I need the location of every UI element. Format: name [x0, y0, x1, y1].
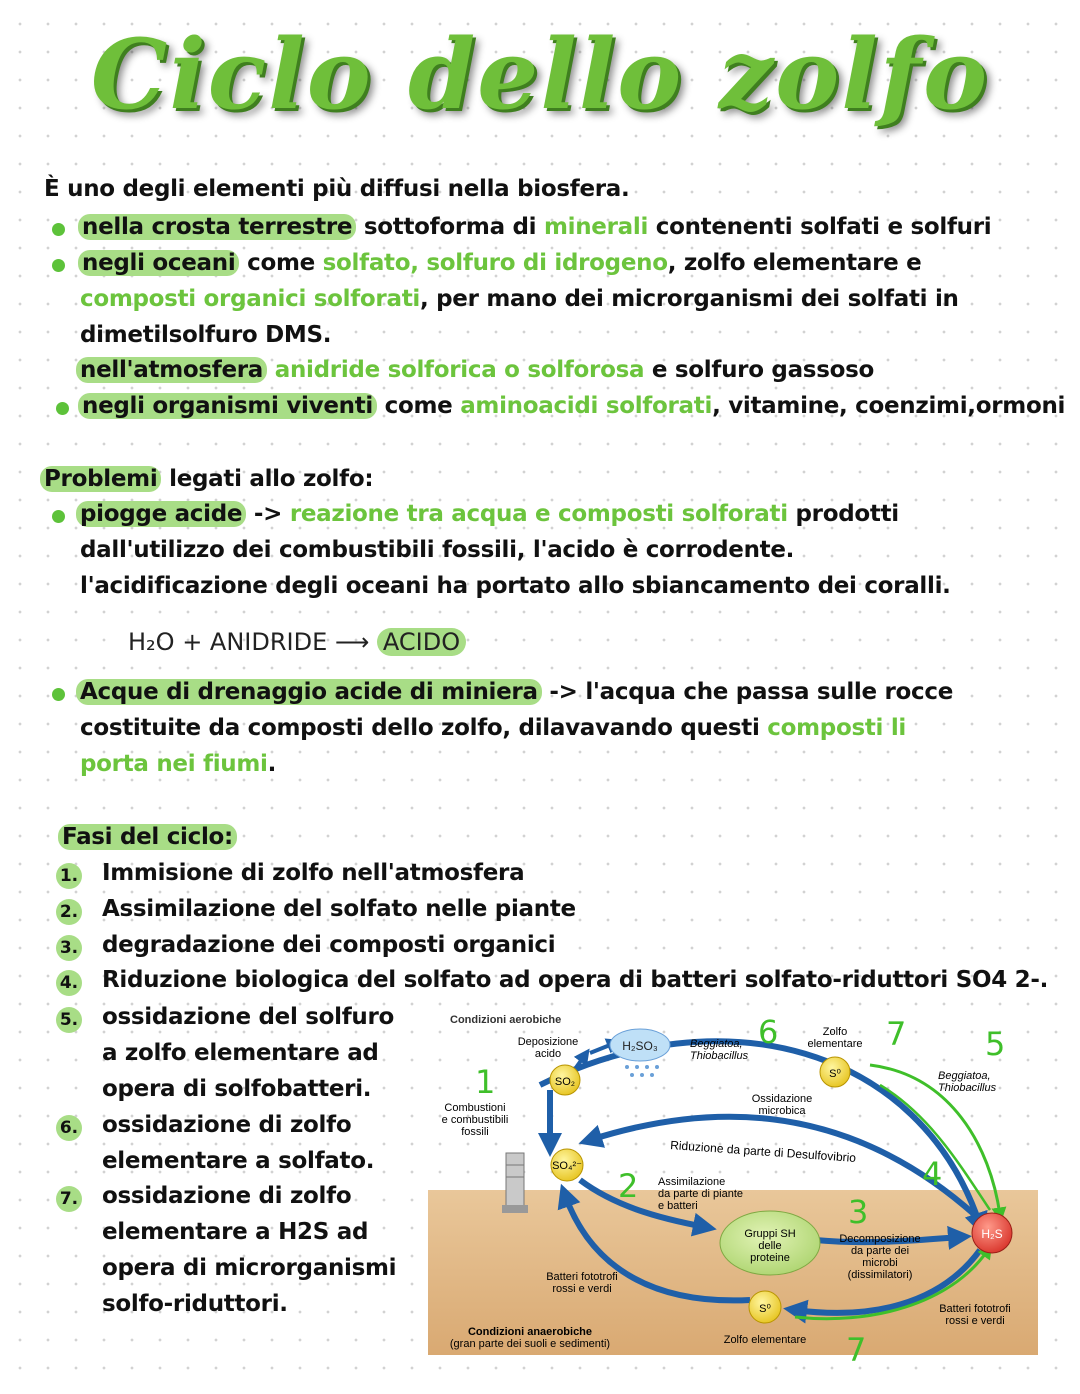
- crust-text2: contenenti solfati e solfuri: [648, 214, 992, 240]
- mine-text2: costituite da composti dello zolfo, dilavavando questi: [80, 715, 768, 741]
- oceans-line2: [80, 286, 959, 312]
- decomp-label2: da parte dei: [850, 1245, 910, 1257]
- oceans-text2: , zolfo elementare e: [667, 250, 922, 276]
- decomp-label1: Decomposizione: [839, 1233, 921, 1245]
- assim-label2: da parte di piante: [658, 1188, 744, 1200]
- assim-label1: Assimilazione: [658, 1176, 726, 1188]
- acid-rain-label: piogge acide: [76, 501, 246, 527]
- phase-number: 3.: [56, 935, 82, 961]
- aerobic-label: Condizioni aerobiche: [450, 1014, 562, 1026]
- crust-text: sottoforma di: [356, 214, 544, 240]
- phase-text: elementare a solfato.: [102, 1148, 375, 1174]
- decomp-label3: microbi: [862, 1257, 898, 1269]
- phase-text: ossidazione di zolfo: [102, 1112, 352, 1138]
- organisms-label: negli organismi viventi: [78, 393, 377, 419]
- combust-label1: Combustioni: [444, 1102, 506, 1114]
- oceans-text3: , per mano dei microrganismi dei solfati in: [419, 286, 959, 312]
- acid-rain-line3: l'acidificazione degli oceani ha portato allo sbiancamento dei coralli.: [80, 573, 951, 599]
- oceans-label: negli oceani: [78, 250, 239, 276]
- hand-number-1: 1: [475, 1063, 496, 1101]
- batteri-right-label2: rossi e verdi: [945, 1315, 1005, 1327]
- combust-label3: fossili: [461, 1126, 489, 1138]
- assim-label3: e batteri: [658, 1200, 698, 1212]
- zolfo-el-label1: Zolfo: [822, 1026, 848, 1038]
- oceans-text: come: [239, 250, 323, 276]
- mine-text3: .: [267, 751, 277, 777]
- phase-number: 7.: [56, 1186, 82, 1212]
- anaerobic-label1: Condizioni anaerobiche: [467, 1326, 593, 1338]
- gruppi-label3: proteine: [750, 1252, 790, 1264]
- zolfo-elementare-label: Zolfo elementare: [723, 1334, 807, 1346]
- phase-text: a zolfo elementare ad: [102, 1040, 379, 1066]
- anaerobic-label2: (gran parte dei suoli e sedimenti): [449, 1338, 611, 1350]
- bullet-dot: [52, 510, 65, 523]
- combust-label2: e combustibili: [441, 1114, 509, 1126]
- phase-text: solfo-riduttori.: [102, 1291, 288, 1317]
- so4-label: SO₄²⁻: [552, 1160, 582, 1172]
- riduzione-label: Riduzione da parte di Desulfovibrio: [669, 1138, 857, 1165]
- organisms-text2: , vitamine, coenzimi,ormoni: [712, 393, 1066, 419]
- phase-number: 4.: [56, 970, 82, 996]
- formula-left: H₂O + ANIDRIDE ⟶: [128, 628, 377, 656]
- intro-text: È uno degli elementi più diffusi nella biosfera.: [44, 176, 630, 202]
- gruppi-label2: delle: [758, 1240, 782, 1252]
- problems-label: Problemi: [40, 466, 161, 492]
- phase-text: ossidazione di zolfo: [102, 1183, 352, 1209]
- gruppi-label1: Gruppi SH: [744, 1228, 796, 1240]
- acid-rain-text: prodotti: [787, 501, 899, 527]
- phase-number: 1.: [56, 863, 82, 889]
- mine-line3: [80, 751, 276, 777]
- s0-bottom-label: S⁰: [759, 1303, 771, 1315]
- atmosphere-green: anidride solforica o solforosa: [267, 357, 645, 383]
- organisms-text: come: [376, 393, 461, 419]
- acid-rain-green: reazione tra acqua e composti solforati: [289, 501, 788, 527]
- beggiatoa-label2b: Thiobacillus: [938, 1082, 997, 1094]
- batteri-left-label1: Batteri fototrofi: [546, 1271, 618, 1283]
- phase-text: Immisione di zolfo nell'atmosfera: [102, 860, 525, 886]
- mine-line2: [80, 715, 906, 741]
- hand-number-4: 4: [922, 1155, 943, 1193]
- s0-top-label: S⁰: [829, 1068, 841, 1080]
- chimney-icon: [502, 1153, 528, 1213]
- beggiatoa-label2a: Beggiatoa,: [938, 1070, 991, 1082]
- oceans-green2: composti organici solforati: [80, 286, 420, 312]
- acid-dep-label1: Deposizione: [517, 1036, 579, 1048]
- bullet-dot: [52, 259, 65, 272]
- bullet-dot: [52, 223, 65, 236]
- beggiatoa-label1a: Beggiatoa,: [690, 1038, 743, 1050]
- phase-text: degradazione dei composti organici: [102, 932, 556, 958]
- beggiatoa-label1b: Thiobacillus: [690, 1050, 749, 1062]
- oceans-green: solfato, solfuro di idrogeno: [322, 250, 668, 276]
- hand-number-7-top: 7: [886, 1015, 907, 1053]
- atmosphere-label: nell'atmosfera: [76, 357, 267, 383]
- phase-text: elementare a H2S ad: [102, 1219, 369, 1245]
- phase-text: Assimilazione del solfato nelle piante: [102, 896, 576, 922]
- crust-line: [78, 214, 991, 240]
- phase-text: opera di microrganismi: [102, 1255, 397, 1281]
- acid-dep-label2: acido: [534, 1048, 562, 1060]
- h2s-label: H₂S: [981, 1227, 1003, 1241]
- batteri-right-label1: Batteri fototrofi: [939, 1303, 1011, 1315]
- ossid-label1: Ossidazione: [751, 1093, 813, 1105]
- crust-green: minerali: [543, 214, 649, 240]
- acid-formula: [128, 628, 466, 656]
- ossid-label2: microbica: [758, 1105, 806, 1117]
- organisms-line: [78, 393, 1065, 419]
- page-title: Ciclo dello zolfo: [90, 18, 990, 131]
- phase-number: 5.: [56, 1007, 82, 1033]
- problems-heading: [40, 466, 373, 492]
- batteri-left-label2: rossi e verdi: [552, 1283, 612, 1295]
- hand-number-2: 2: [618, 1167, 639, 1205]
- bullet-dot: [56, 402, 69, 415]
- sulfur-cycle-diagram: [420, 1005, 1060, 1365]
- hand-number-3: 3: [848, 1193, 869, 1231]
- phase-number: 6.: [56, 1115, 82, 1141]
- acid-rain-line2: dall'utilizzo dei combustibili fossili, l'acido è corrodente.: [80, 537, 795, 563]
- phases-heading: [58, 824, 237, 850]
- phase-text: ossidazione del solfuro: [102, 1004, 395, 1030]
- atmosphere-text: e solfuro gassoso: [644, 357, 874, 383]
- mine-green: composti li: [767, 715, 907, 741]
- phase-text: opera di solfobatteri.: [102, 1076, 372, 1102]
- raindrop-icon: [625, 1065, 659, 1077]
- problems-rest: legati allo zolfo:: [161, 466, 374, 492]
- so2-label: SO₂: [554, 1076, 576, 1088]
- mine-line: [76, 679, 953, 705]
- oceans-line3: dimetilsolfuro DMS.: [80, 322, 332, 348]
- phase-text: Riduzione biologica del solfato ad opera di batteri solfato-riduttori SO4 2-.: [102, 967, 1049, 993]
- acid-rain-arrow: ->: [246, 501, 290, 527]
- zolfo-el-label2: elementare: [807, 1038, 863, 1050]
- mine-label: Acque di drenaggio acide di miniera: [76, 679, 542, 705]
- phase-number: 2.: [56, 899, 82, 925]
- hand-number-6: 6: [758, 1013, 779, 1051]
- formula-result: ACIDO: [377, 628, 466, 656]
- atmosphere-line: [76, 357, 874, 383]
- mine-green2: porta nei fiumi: [80, 751, 268, 777]
- phases-label: Fasi del ciclo:: [58, 824, 237, 850]
- decomp-label4: (dissimilatori): [847, 1269, 913, 1281]
- hand-number-5: 5: [985, 1025, 1006, 1063]
- bullet-dot: [52, 688, 65, 701]
- organisms-green: aminoacidi solforati: [460, 393, 713, 419]
- mine-text: -> l'acqua che passa sulle rocce: [541, 679, 954, 705]
- crust-label: nella crosta terrestre: [78, 214, 356, 240]
- h2so3-label: H₂SO₃: [622, 1039, 658, 1053]
- oceans-line: [78, 250, 921, 276]
- hand-number-7-bottom: 7: [846, 1331, 867, 1365]
- acid-rain-line: [76, 501, 899, 527]
